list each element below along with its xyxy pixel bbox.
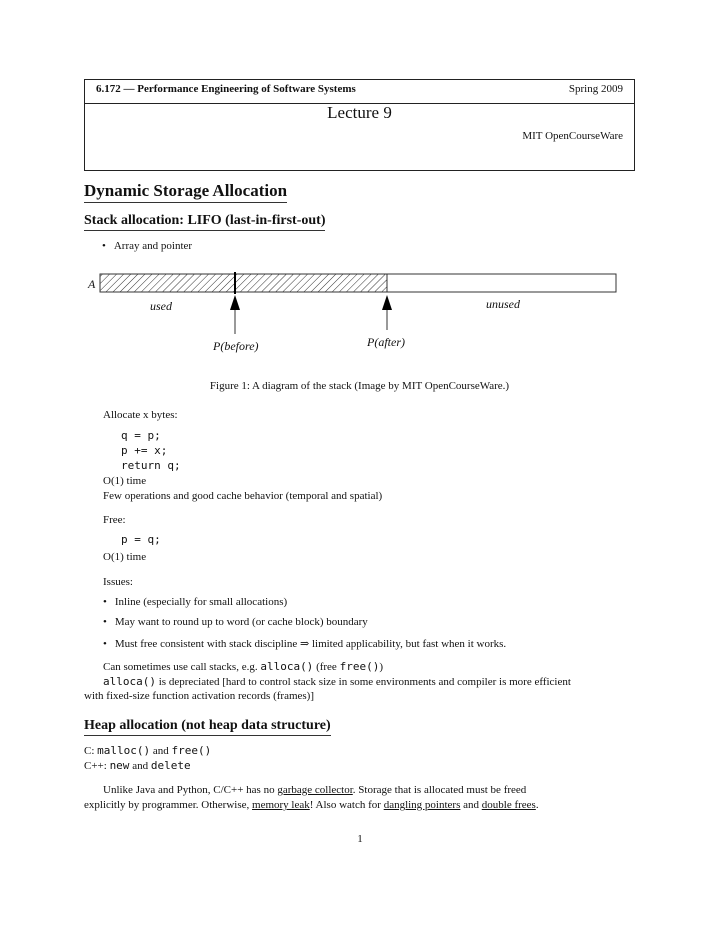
- double-frees-term: double frees: [481, 799, 536, 811]
- heap-para-line-1: [103, 784, 526, 796]
- free-label: Free:: [103, 514, 126, 526]
- issues-label: Issues:: [103, 576, 133, 588]
- deprecated-text: is depreciated [hard to control stack size in some environments and compiler is more efficient: [158, 676, 571, 688]
- code-line: q = p;: [121, 429, 161, 442]
- issue-item: • Must free consistent with stack discipline ⇒ limited applicability, but fast when it works.: [103, 637, 506, 650]
- garbage-collector-term: garbage collector: [277, 784, 353, 796]
- para-2b: ! Also watch for: [309, 799, 381, 811]
- malloc-code: malloc(): [97, 744, 151, 757]
- para-1a: Unlike Java and Python, C/C++ has no: [103, 784, 275, 796]
- para-1b: . Storage that is allocated must be freed: [352, 784, 527, 796]
- callstack-post: ): [379, 661, 383, 673]
- used-label: used: [150, 299, 172, 313]
- delete-code: delete: [150, 759, 191, 772]
- code-line: return q;: [121, 459, 181, 472]
- course-title: 6.172 — Performance Engineering of Software Systems: [96, 83, 356, 95]
- cpp-and: and: [132, 760, 149, 772]
- used-region: [100, 274, 387, 292]
- c-line: [84, 744, 211, 757]
- callstack-pre: Can sometimes use call stacks, e.g.: [103, 661, 258, 673]
- p-after-label: P(after): [367, 335, 405, 349]
- free-time: O(1) time: [103, 551, 147, 563]
- lecture-title: Lecture 9: [327, 103, 392, 122]
- deprecated-text-2: with fixed-size function activation records (frames)]: [84, 690, 314, 702]
- free-code-heap: free(): [171, 744, 212, 757]
- allocate-label: Allocate x bytes:: [103, 409, 178, 421]
- figure-caption: Figure 1: A diagram of the stack (Image by MIT OpenCourseWare.): [209, 380, 510, 392]
- unused-region: [387, 274, 616, 292]
- new-code: new: [109, 759, 130, 772]
- para-2c: and: [463, 799, 480, 811]
- cpp-line: [84, 759, 191, 772]
- cpp-pre: C++:: [84, 760, 107, 772]
- issue-item: • May want to round up to word (or cache block) boundary: [103, 616, 368, 628]
- free-code-inline: free(): [339, 660, 380, 673]
- callstack-line: [103, 660, 383, 673]
- p-before-arrowhead: [230, 295, 240, 310]
- heap-para-line-2: [84, 799, 539, 811]
- dangling-pointers-term: dangling pointers: [383, 799, 461, 811]
- para-2d: .: [535, 799, 539, 811]
- term: Spring 2009: [568, 83, 623, 95]
- memory-leak-term: memory leak: [252, 799, 310, 811]
- heap-heading: Heap allocation (not heap data structure): [84, 718, 331, 736]
- p-after-arrowhead: [382, 295, 392, 310]
- alloc-time: O(1) time: [103, 475, 147, 487]
- c-and: and: [152, 745, 169, 757]
- free-code: p = q;: [121, 533, 161, 546]
- c-pre: C:: [84, 745, 95, 757]
- para-2a: explicitly by programmer. Otherwise,: [84, 799, 250, 811]
- stack-heading: Stack allocation: LIFO (last-in-first-out): [84, 213, 325, 231]
- stack-bullet: • Array and pointer: [102, 240, 192, 252]
- section-title: Dynamic Storage Allocation: [84, 181, 287, 203]
- issue-item: • Inline (especially for small allocations): [103, 596, 287, 608]
- unused-label: unused: [486, 297, 520, 311]
- callstack-mid: (free: [316, 661, 337, 673]
- array-label: A: [88, 277, 96, 291]
- alloca-code: alloca(): [260, 660, 314, 673]
- page-number: 1: [357, 833, 363, 845]
- publisher: MIT OpenCourseWare: [522, 130, 623, 142]
- p-before-label: P(before): [213, 339, 259, 353]
- alloc-note: Few operations and good cache behavior (temporal and spatial): [103, 490, 383, 502]
- code-line: p += x;: [121, 444, 168, 457]
- allocate-code: [121, 428, 181, 473]
- deprecated-line: [103, 675, 571, 688]
- alloca-code-2: alloca(): [103, 675, 156, 688]
